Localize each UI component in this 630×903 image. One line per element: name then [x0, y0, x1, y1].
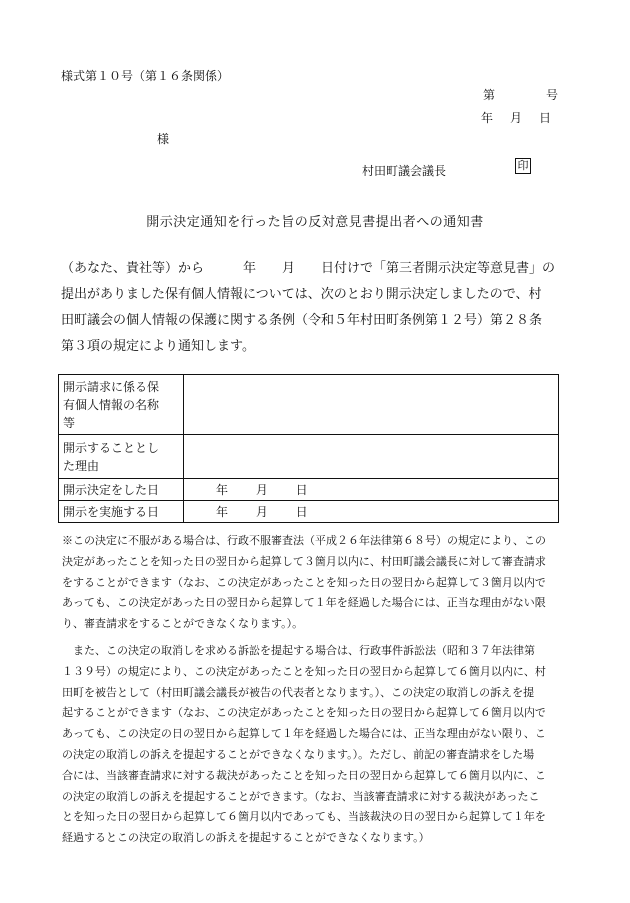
date-day: 日 — [295, 505, 308, 519]
intro-line: （あなた、貴社等）から 年 月 日付けで「第三者開示決定等意見書」の — [61, 261, 556, 276]
note-line: ※この決定に不服がある場合は、行政不服審査法（平成２６年法律第６８号）の規定により、この — [62, 534, 546, 547]
intro-line: 提出がありました保有個人情報については、次のとおり開示決定しましたので、村 — [61, 287, 542, 302]
intro-line: 田町議会の個人情報の保護に関する条例（令和５年村田町条例第１２号）第２８条 — [61, 313, 543, 328]
date-year: 年 — [216, 483, 229, 497]
note-line: の決定の取消しの訴えを提起することができなくなります。）。ただし、前記の審査請求をした場 — [62, 747, 535, 761]
notes-section — [62, 531, 572, 849]
implementation-date — [188, 503, 308, 520]
label-line: た理由 — [63, 458, 100, 473]
note-line: あっても、この決定の日の翌日から起算して１年を経過した場合には、正当な理由がない限り、こ — [62, 727, 546, 741]
row-label-implementation-date — [59, 501, 184, 523]
date-day: 日 — [538, 111, 551, 125]
label-line: 開示することとし — [63, 440, 160, 455]
date-month: 月 — [509, 111, 522, 125]
label-line: 有個人情報の名称 — [63, 397, 160, 412]
table-row — [59, 435, 559, 479]
note-line: また、この決定の取消しを求める訴訟を提起する場合は、行政事件訴訟法（昭和３７年法律第 — [62, 643, 535, 657]
note-line: 決定があったことを知った日の翌日から起算して３箇月以内に、村田町議会議長に対して審査請求 — [62, 554, 546, 568]
table-row — [59, 479, 559, 501]
date-day: 日 — [295, 483, 308, 497]
form-number: 様式第１０号（第１６条関係） — [61, 69, 230, 83]
row-value-info-name — [184, 375, 559, 435]
disclosure-info-table — [58, 374, 559, 523]
document-number-suffix: 号 — [545, 88, 558, 102]
note-line: とを知った日の翌日から起算して６箇月以内であっても、当該裁決の日の翌日から起算して１年を — [62, 810, 546, 824]
intro-line: 第３項の規定により通知します。 — [61, 339, 255, 354]
date-year: 年 — [216, 505, 229, 519]
seal-stamp: 印 — [515, 158, 531, 174]
note-line: をすることができます（なお、この決定があったことを知った日の翌日から起算して３箇月以内で — [62, 575, 546, 589]
decision-date — [188, 481, 308, 498]
document-title: 開示決定通知を行った旨の反対意見書提出者への通知書 — [146, 215, 484, 230]
label-line: 開示を実施する日 — [63, 504, 160, 519]
date-month: 月 — [255, 505, 268, 519]
row-value-implementation-date — [184, 501, 559, 523]
date-month: 月 — [255, 483, 268, 497]
note-line: 経過するとこの決定の取消しの訴えを提起することができなくなります。） — [62, 831, 430, 845]
row-label-reason — [59, 435, 184, 479]
intro-paragraph — [61, 258, 571, 362]
note-line: 合には、当該審査請求に対する裁決があったことを知った日の翌日から起算して６箇月以内に、こ — [62, 768, 546, 782]
sender-name: 村田町議会議長 — [362, 164, 447, 178]
note-line: 起することができます（なお、この決定があったことを知った日の翌日から起算して６箇月以内で — [62, 706, 546, 720]
label-line: 等 — [63, 415, 76, 430]
addressee: 様 — [157, 132, 170, 146]
label-line: 開示決定をした日 — [63, 482, 160, 497]
note-line: の決定の取消しの訴えを提起することができます。（なお、当該審査請求に対する裁決があったこ — [62, 789, 540, 803]
note-line: １３９号）の規定により、この決定があったことを知った日の翌日から起算して６箇月以内に、村 — [62, 664, 546, 678]
row-value-decision-date — [184, 479, 559, 501]
table-row — [59, 501, 559, 523]
note-line: あっても、この決定があった日の翌日から起算して１年を経過した場合には、正当な理由がない限 — [62, 596, 546, 610]
date-year: 年 — [481, 111, 494, 125]
note-line: り、審査請求をすることができなくなります。）。 — [62, 617, 304, 631]
document-number — [483, 86, 558, 103]
label-line: 開示請求に係る保 — [63, 379, 160, 394]
note-line: 田町を被告として（村田町議会議長が被告の代表者となります。）、この決定の取消しの訴えを提 — [62, 685, 535, 699]
row-label-info-name — [59, 375, 184, 435]
document-date — [481, 109, 551, 126]
row-label-decision-date — [59, 479, 184, 501]
table-row — [59, 375, 559, 435]
document-number-prefix: 第 — [483, 88, 496, 102]
row-value-reason — [184, 435, 559, 479]
